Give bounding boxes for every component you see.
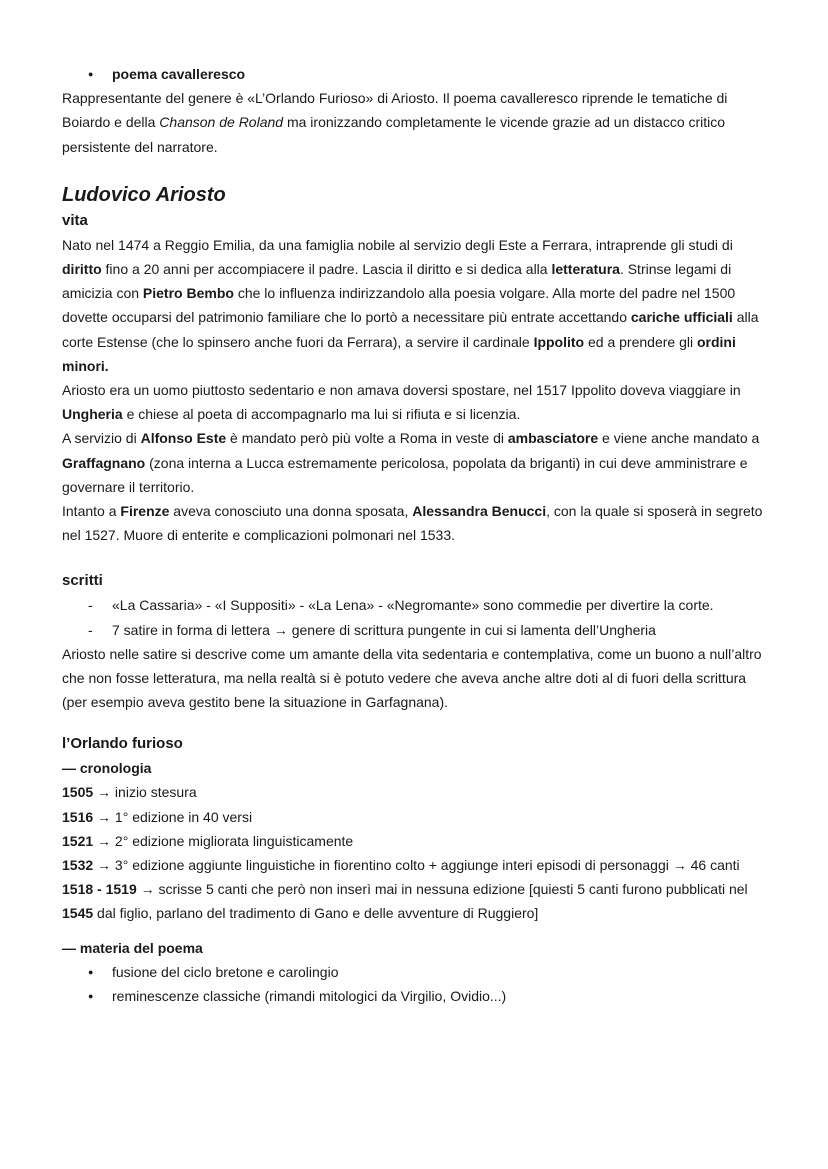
intro-bullet-label: poema cavalleresco [112,66,246,82]
intro-bullet [62,62,772,86]
bold-term: Ungheria [62,406,123,423]
scritti-heading: scritti [62,572,103,590]
text-run: Ariosto era un uomo piuttosto sedentario e non amava doversi spostare, nel 1517 Ippolito doveva viaggiare in [62,382,741,399]
text-run: aveva conosciuto una donna sposata, [169,503,413,520]
page-title: Ludovico Ariosto [62,183,226,206]
vita-paragraph-4 [62,499,772,547]
cronologia-text: → inizio stesura [93,784,197,801]
text-run: alla corte Estense (che lo spinsero anche fuori da Ferrara), a servire il cardinale [62,309,759,350]
cronologia-year: 1516 [62,808,94,825]
text-run: (zona interna a Lucca estremamente pericolosa, popolata da briganti) in cui deve amministrare e governare il territorio. [62,454,748,495]
cronologia-year: 1521 [62,832,94,849]
cronologia-year: 1505 [62,784,94,801]
cronologia-item [62,829,772,853]
cronologia-year: 1532 [62,857,94,874]
bold-term: Graffagnano [62,454,146,471]
text-run: . Strinse legami di amicizia con [62,261,732,302]
vita-paragraph-1 [62,233,772,378]
intro-text-end: ma ironizzando completamente le vicende grazie ad un distacco critico persistente del narratore. [62,114,726,155]
bold-term: Firenze [120,503,170,520]
text-run: Intanto a [62,503,121,520]
bold-term: Alessandra Benucci [412,503,547,520]
cronologia-text: → 2° edizione migliorata linguisticamente [93,832,354,849]
text-run: e chiese al poeta di accompagnarlo ma lui si rifiuta e si licenzia. [122,406,521,423]
bold-term: ordini minori. [62,333,736,374]
text-run: Nato nel 1474 a Reggio Emilia, da una famiglia nobile al servizio degli Este a Ferrara, intraprende gli studi di [62,236,733,253]
bold-term: cariche ufficiali [630,309,733,326]
text-run: ed a prendere gli [584,333,697,350]
bold-term: Ippolito [533,333,585,350]
text-run: è mandato però più volte a Roma in veste di [226,430,508,447]
cronologia-heading: — cronologia [62,760,152,777]
text-run: che lo influenza indirizzandolo alla poesia volgare. Alla morte del padre nel 1500 dovette occuparsi del patrimonio familiare che lo portò a necessitare più entrate accettando [62,285,736,326]
vita-paragraph-2 [62,378,772,426]
intro-italic-title: Chanson de Roland [159,114,284,131]
intro-paragraph [62,86,772,159]
bold-term: 1518 - 1519 [62,881,137,898]
cronologia-item [62,780,772,804]
cronologia-item [62,805,772,829]
bold-term: diritto [62,261,102,278]
text-run: , con la quale si sposerà in segreto nel 1527. Muore di enterite e complicazioni polmonari nel 1533. [62,503,763,544]
text-run: → scrisse 5 canti che però non inserì mai in nessuna edizione [quiesti 5 canti furono pubblicati nel [136,881,748,898]
vita-heading: vita [62,211,88,229]
text-run: dal figlio, parlano del tradimento di Gano e delle avventure di Ruggiero] [93,905,539,922]
vita-paragraph-3 [62,426,772,499]
scritti-item: - 7 satire in forma di lettera → genere di scrittura pungente in cui si lamenta dell’Ungheria [62,618,772,642]
document-page [62,62,772,1008]
materia-heading: — materia del poema [62,939,203,956]
text-run: e viene anche mandato a [598,430,760,447]
scritti-item: - «La Cassaria» - «I Suppositi» - «La Lena» - «Negromante» sono commedie per divertire la corte. [62,593,772,617]
text-run: fino a 20 anni per accompiacere il padre. Lascia il diritto e si dedica alla [101,261,552,278]
text-run: A servizio di [62,430,141,447]
cronologia-text: → 1° edizione in 40 versi [93,808,253,825]
bold-term: 1545 [62,905,94,922]
cronologia-item [62,853,772,877]
scritti-paragraph: Ariosto nelle satire si descrive come um amante della vita sedentaria e contemplativa, come un buono a null’altro che non fosse letteratura, ma nella realtà si è potuto vedere che aveva anche altre doti al di fuori della scrittura (per esempio aveva gestito bene la situazione in Garfagnana). [62,645,762,711]
cronologia-extra [62,877,772,925]
intro-text-start: Rappresentante del genere è «L’Orlando Furioso» di Ariosto. Il poema cavalleresco riprende le tematiche di Boiardo e della [62,90,728,131]
bold-term: Pietro Bembo [142,285,234,302]
orlando-heading: l’Orlando furioso [62,735,183,753]
bold-term: letteratura [551,261,620,278]
bold-term: ambasciatore [507,430,599,447]
bold-term: Alfonso Este [140,430,227,447]
materia-item: ● reminescenze classiche (rimandi mitologici da Virgilio, Ovidio...) [62,984,772,1008]
materia-item: ● fusione del ciclo bretone e carolingio [62,960,772,984]
cronologia-text: → 3° edizione aggiunte linguistiche in fiorentino colto + aggiunge interi episodi di personaggi → 46 canti [93,857,740,874]
